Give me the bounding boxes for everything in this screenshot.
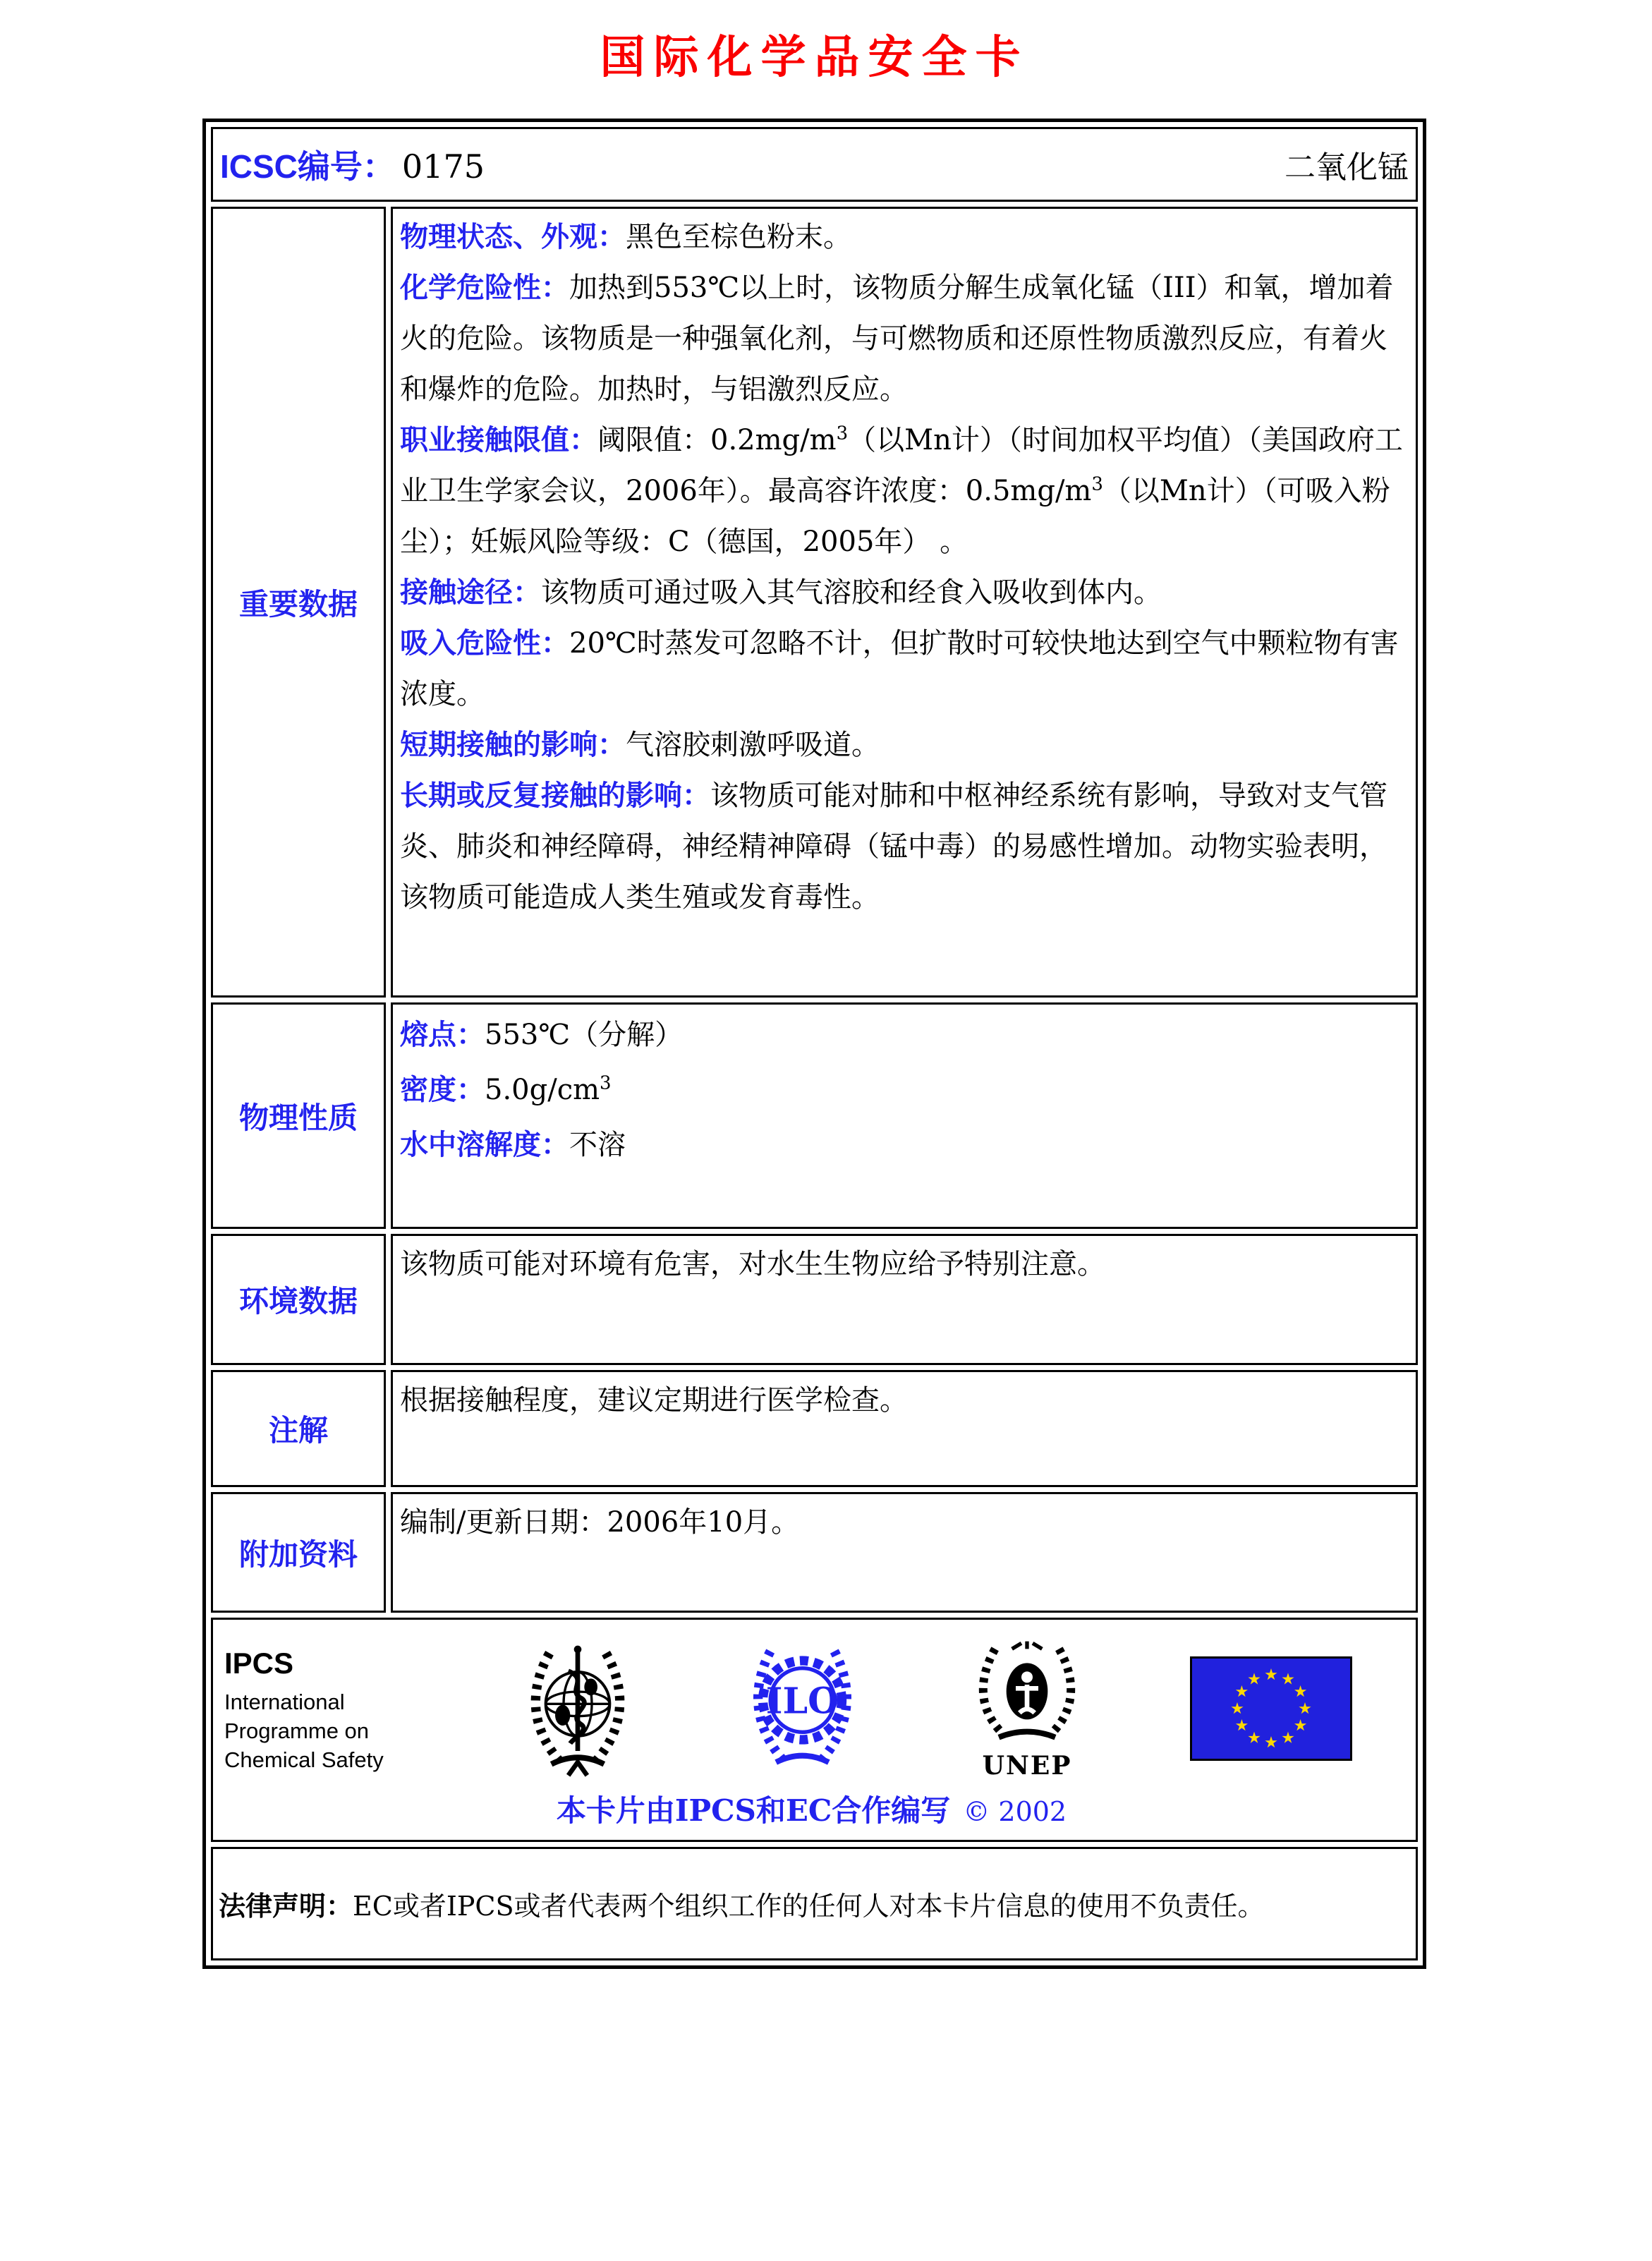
copyright-text: © 2002: [963, 1796, 1067, 1827]
inhalation-risk-text: 20℃时蒸发可忽略不计，但扩散时可较快地达到空气中颗粒物有害浓度。: [400, 627, 1399, 710]
notes-row-label: 注解: [211, 1370, 386, 1487]
oel-sup-2: 3: [1091, 473, 1103, 495]
ilo-letters: ILO: [765, 1679, 839, 1722]
long-term-effects-item: [400, 770, 1406, 923]
melting-point-value: 553℃（分解）: [485, 1019, 684, 1051]
legal-label: 法律声明：: [219, 1892, 353, 1922]
chemical-name: 二氧化锰: [1284, 150, 1409, 186]
short-term-effects-text: 气溶胶刺激呼吸道。: [626, 729, 880, 761]
cooperation-caption-text: 本卡片由IPCS和EC合作编写: [556, 1793, 951, 1828]
icsc-table: [202, 119, 1426, 1969]
environmental-data-content: 该物质可能对环境有危害，对水生生物应给予特别注意。: [391, 1234, 1418, 1365]
short-term-effects-label: 短期接触的影响：: [400, 729, 626, 760]
ipcs-line-3: Chemical Safety: [224, 1747, 384, 1772]
legal-cell: [211, 1847, 1418, 1960]
melting-point-line: [400, 1007, 1406, 1062]
ipcs-line-1: International: [224, 1689, 345, 1714]
environmental-data-row-label: 环境数据: [211, 1234, 386, 1365]
water-solubility-line: [400, 1117, 1406, 1172]
legal-text: EC或者IPCS或者代表两个组织工作的任何人对本卡片信息的使用不负责任。: [353, 1891, 1265, 1922]
long-term-effects-label: 长期或反复接触的影响：: [400, 780, 710, 811]
row-logos: [211, 1618, 1418, 1842]
row-header: [211, 127, 1418, 202]
oel-text-1: 阈限值：0.2mg/m: [597, 424, 837, 456]
oel-text-2: （以Mn计）（时间加权平均值）（美国政府工业卫生学家会议，2006年）。最高容许浓度：0.5mg/m: [400, 424, 1403, 507]
row-physical-properties: [211, 1002, 1418, 1229]
routes-text: 该物质可通过吸入其气溶胶和经食入吸收到体内。: [541, 576, 1162, 609]
important-data-row-label: 重要数据: [211, 207, 386, 998]
melting-point-label: 熔点：: [400, 1019, 485, 1050]
oel-sup-1: 3: [836, 423, 849, 444]
short-term-effects-item: [400, 720, 1406, 770]
cooperation-caption: [221, 1788, 1402, 1830]
routes-of-exposure-item: [400, 567, 1406, 618]
inhalation-risk-item: [400, 618, 1406, 720]
icsc-number-value: 0175: [401, 147, 485, 186]
icsc-number-label: ICSC编号：: [220, 148, 395, 185]
unep-block: [971, 1639, 1083, 1781]
who-icon: [521, 1638, 634, 1782]
logos-cell: [211, 1618, 1418, 1842]
ipcs-line-2: Programme on: [224, 1718, 370, 1743]
long-term-effects-text: 该物质可能对肺和中枢神经系统有影响，导致对支气管炎、肺炎和神经障碍，神经精神障碍（锰中毒）的易感性增加。动物实验表明，该物质可能造成人类生殖或发育毒性。: [400, 780, 1387, 914]
physical-state-item: [400, 212, 1406, 262]
inhalation-risk-label: 吸入危险性：: [400, 628, 569, 659]
physical-properties-row-label: 物理性质: [211, 1002, 386, 1229]
ilo-icon: [741, 1638, 864, 1782]
occupational-exposure-limits-item: [400, 415, 1406, 567]
row-environmental-data: [211, 1234, 1418, 1365]
notes-content: 根据接触程度，建议定期进行医学检查。: [391, 1370, 1418, 1487]
oel-label: 职业接触限值：: [400, 425, 597, 456]
header-cell: [211, 127, 1418, 202]
physical-properties-content: [391, 1002, 1418, 1229]
routes-label: 接触途径：: [400, 577, 541, 608]
eu-flag-icon: [1190, 1656, 1352, 1764]
chemical-dangers-item: [400, 262, 1406, 415]
physical-state-text: 黑色至棕色粉末。: [626, 221, 851, 253]
page-title: 国际化学品安全卡: [600, 31, 1029, 84]
water-solubility-value: 不溶: [569, 1129, 626, 1161]
icsc-number-group: [220, 141, 485, 188]
density-sup: 3: [600, 1072, 612, 1094]
ipcs-acronym: IPCS: [224, 1646, 294, 1680]
row-notes: [211, 1370, 1418, 1487]
oel-text-3: （以Mn计）（可吸入粉尘）；妊娠风险等级：C（德国，2005年） 。: [400, 475, 1390, 558]
water-solubility-label: 水中溶解度：: [400, 1129, 569, 1160]
density-value: 5.0g/cm: [485, 1074, 600, 1106]
row-important-data: [211, 207, 1418, 998]
important-data-content: [391, 207, 1418, 998]
chemical-dangers-label: 化学危险性：: [400, 272, 569, 303]
unep-label: UNEP: [982, 1751, 1072, 1781]
row-additional-info: [211, 1492, 1418, 1613]
chemical-dangers-text: 加热到553℃以上时，该物质分解生成氧化锰（III）和氧，增加着火的危险。该物质是一种强氧化剂，与可燃物质和还原性物质激烈反应，有着火和爆炸的危险。加热时，与铝激烈反应。: [400, 272, 1394, 406]
density-label: 密度：: [400, 1074, 485, 1105]
density-line: [400, 1062, 1406, 1117]
additional-info-content: 编制/更新日期：2006年10月。: [391, 1492, 1418, 1613]
physical-state-label: 物理状态、外观：: [400, 222, 626, 253]
row-legal: [211, 1847, 1418, 1960]
ipcs-text-block: [224, 1647, 415, 1774]
additional-info-row-label: 附加资料: [211, 1492, 386, 1613]
